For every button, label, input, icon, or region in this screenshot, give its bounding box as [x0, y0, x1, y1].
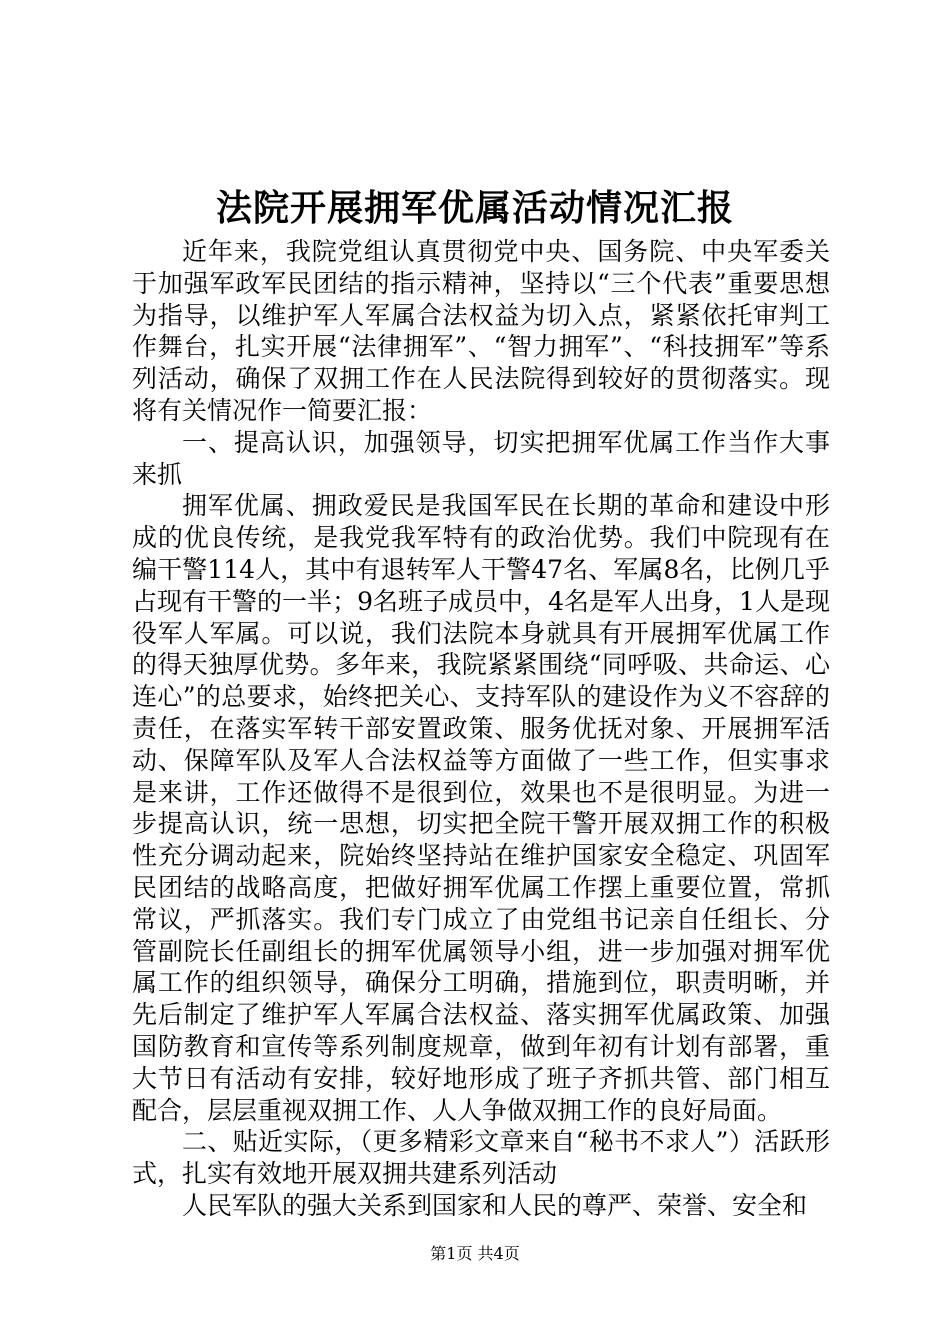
- page-footer: 第1页 共4页: [430, 1244, 520, 1263]
- document-body: [132, 236, 830, 1222]
- paragraph-section-2: 人民军队的强大关系到国家和人民的尊严、荣誉、安全和: [182, 1190, 808, 1220]
- section-heading-2: 二、贴近实际，（更多精彩文章来自“秘书不求人”）活跃形式，扎实有效地开展双拥共建系列活动: [132, 1127, 830, 1189]
- section-heading-1: 一、提高认识，加强领导，切实把拥军优属工作当作大事来抓: [132, 427, 830, 489]
- document-title: 法院开展拥军优属活动情况汇报: [215, 187, 734, 229]
- paragraph-section-1: 拥军优属、拥政爱民是我国军民在长期的革命和建设中形成的优良传统，是我党我军特有的政治优势。我们中院现有在编干警114人，其中有退转军人干警47名、军属8名，比例几乎占现有干警的一半；9名班子成员中，4名是军人出身，1人是现役军人军属。可以说，我们法院本身就具有开展拥军优属工作的得天独厚优势。多年来，我院紧紧围绕“同呼吸、共命运、心连心”的总要求，始终把关心、支持军队的建设作为义不容辞的责任，在落实军转干部安置政策、服务优抚对象、开展拥军活动、保障军队及军人合法权益等方面做了一些工作，但实事求是来讲，工作还做得不是很到位，效果也不是很明显。为进一步提高认识，统一思想，切实把全院干警开展双拥工作的积极性充分调动起来，院始终坚持站在维护国家安全稳定、巩固军民团结的战略高度，把做好拥军优属工作摆上重要位置，常抓常议，严抓落实。我们专门成立了由党组书记亲自任组长、分管副院长任副组长的拥军优属领导小组，进一步加强对拥军优属工作的组织领导，确保分工明确，措施到位，职责明晰，并先后制定了维护军人军属合法权益、落实拥军优属政策、加强国防教育和宣传等系列制度规章，做到年初有计划有部署，重大节日有活动有安排，较好地形成了班子齐抓共管、部门相互配合，层层重视双拥工作、人人争做双拥工作的良好局面。: [132, 491, 830, 1125]
- paragraph-intro: 近年来，我院党组认真贯彻党中央、国务院、中央军委关于加强军政军民团结的指示精神，坚持以“三个代表”重要思想为指导，以维护军人军属合法权益为切入点，紧紧依托审判工作舞台，扎实开展“法律拥军”、“智力拥军”、“科技拥军”等系列活动，确保了双拥工作在人民法院得到较好的贯彻落实。现将有关情况作一简要汇报：: [132, 237, 830, 425]
